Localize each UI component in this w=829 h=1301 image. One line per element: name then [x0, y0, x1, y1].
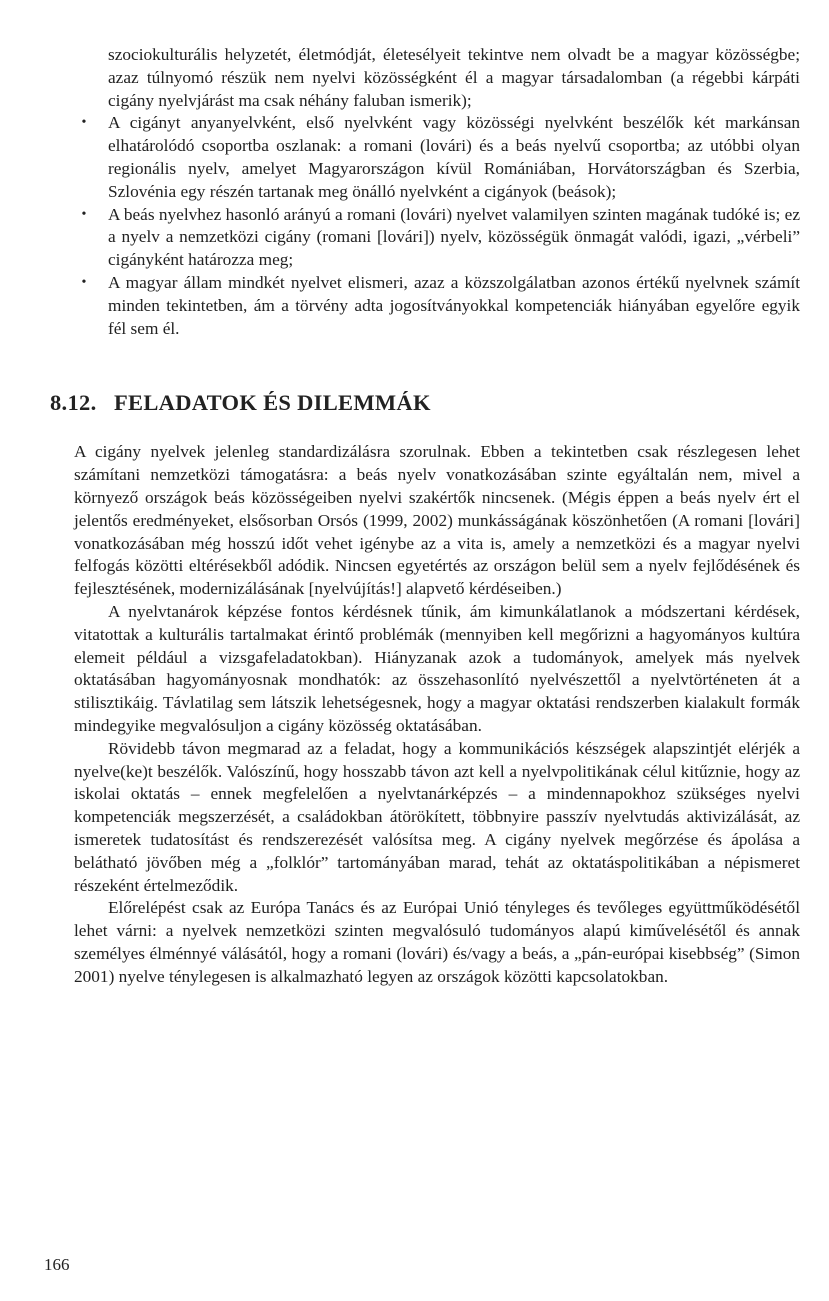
bullet-item [74, 204, 800, 272]
body-paragraph: A cigány nyelvek jelenleg standardizálásra szorulnak. Ebben a tekintetben csak részlegesen lehet számítani nemzetközi támogatásra: a beás nyelv vonatkozásában szinte egyáltalán nem, mivel a környező országok beás közösségeiben nyelvi szakértők nincsenek. (Mégis éppen a beás nyelv ért el jelentős eredményeket, elsősorban Orsós (1999, 2002) munkásságának köszönhetően (A romani [lovári] vonatkozásában még hosszú időt vehet igénybe az a vita is, amely a nemzetközi és a magyar nyelvi felfogás közötti eltérésekből adódik. Nincsen egyetértés az országon belül sem a nyelv fejlődésének és fejlesztésének, modernizálásának [nyelvújítás!] alapvető kérdéseiben.) [74, 442, 800, 599]
body-paragraph: A nyelvtanárok képzése fontos kérdésnek tűnik, ám kimunkálatlanok a módszertani kérdések, vitatottak a kulturális tartalmakat érintő problémák (mennyiben kell megőrizni a hagyományos kultúra elemeit például a vizsgafeladatokban). Hiányzanak azok a tudományok, amelyek más nyelvek oktatásában hagyományosnak mondhatók: az összehasonlító nyelvészettől a nyelvtörténeten át a stilisztikáig. Távlatilag sem látszik lehetségesnek, hogy a magyar oktatási rendszerben kialakult formák mindegyike megvalósuljon a cigány közösség oktatásában. [74, 601, 800, 735]
section-body [74, 441, 800, 988]
bullet-text: A beás nyelvhez hasonló arányú a romani (lovári) nyelvet valamilyen szinten magának tudóké is; ez a nyelv a nemzetközi cigány (romani [lovári]) nyelv, közösségük önmagát valódi, igazi, „vérbeli” cigányként határozza meg; [108, 204, 800, 270]
bullet-icon: • [81, 115, 87, 131]
bullet-text: A cigányt anyanyelvként, első nyelvként vagy közösségi nyelvként beszélők két markánsan elhatárolódó csoportba oszlanak: a romani (lovári) és a beás nyelvű csoportba; az utóbbi olyan regionális nyelv, amelyet Magyarországon kívül Romániában, Horvátországban és Szerbia, Szlovénia egy részén tartanak meg önálló nyelvként a cigányok (beások); [108, 113, 800, 201]
page-number: 166 [44, 1255, 70, 1274]
section-number: 8.12. [50, 390, 97, 416]
bullet-item [74, 112, 800, 203]
bullet-text: A magyar állam mindkét nyelvet elismeri, azaz a közszolgálatban azonos értékű nyelvnek számít minden tekintetben, ám a törvény adta jogosítványokkal kompetenciák hiányában egyelőre egyik fél sem él. [108, 272, 800, 338]
page-content [50, 44, 800, 988]
section-heading [50, 389, 800, 417]
intro-paragraph: szociokulturális helyzetét, életmódját, életesélyeit tekintve nem olvadt be a magyar közösségbe; azaz túlnyomó részük nem nyelvi közösségként él a magyar társadalomban (a régebbi kárpáti cigány nyelvjárást ma csak néhány faluban ismerik); [108, 45, 800, 110]
body-paragraph: Rövidebb távon megmarad az a feladat, hogy a kommunikációs készségek alapszintjét elérjék a nyelve(ke)t beszélők. Valószínű, hogy hosszabb távon azt kell a nyelvpolitikának célul kitűznie, hogy az iskolai oktatás – ennek megfelelően a nyelvtanárképzés – a mindennapokhoz szükséges nyelvi kompetenciák megszerzését, a családokban átörökített, többnyire passzív nyelvtudás aktivizálását, az ismeretek tudatosítást és rendszerezését valósítsa meg. A cigány nyelvek megőrzése és ápolása a belátható jövőben még a „folklór” tartományában marad, tehát az oktatáspolitikában a népismeret részeként értelmeződik. [74, 738, 800, 895]
bullet-item [74, 272, 800, 340]
section-title: FELADATOK ÉS DILEMMÁK [114, 390, 431, 416]
bullet-icon: • [81, 274, 87, 290]
bullet-icon: • [81, 206, 87, 222]
body-paragraph: Előrelépést csak az Európa Tanács és az Európai Unió tényleges és tevőleges együttműködésétől lehet várni: a nyelvek nemzetközi szinten megvalósuló tudományos alapú kiművelésétől és annak személyes élménnyé válásától, hogy a romani (lovári) és/vagy a beás, a „pán-európai kisebbség” (Simon 2001) nyelve ténylegesen is alkalmazható legyen az országok közötti kapcsolatokban. [74, 898, 800, 986]
bullet-list [74, 112, 800, 340]
